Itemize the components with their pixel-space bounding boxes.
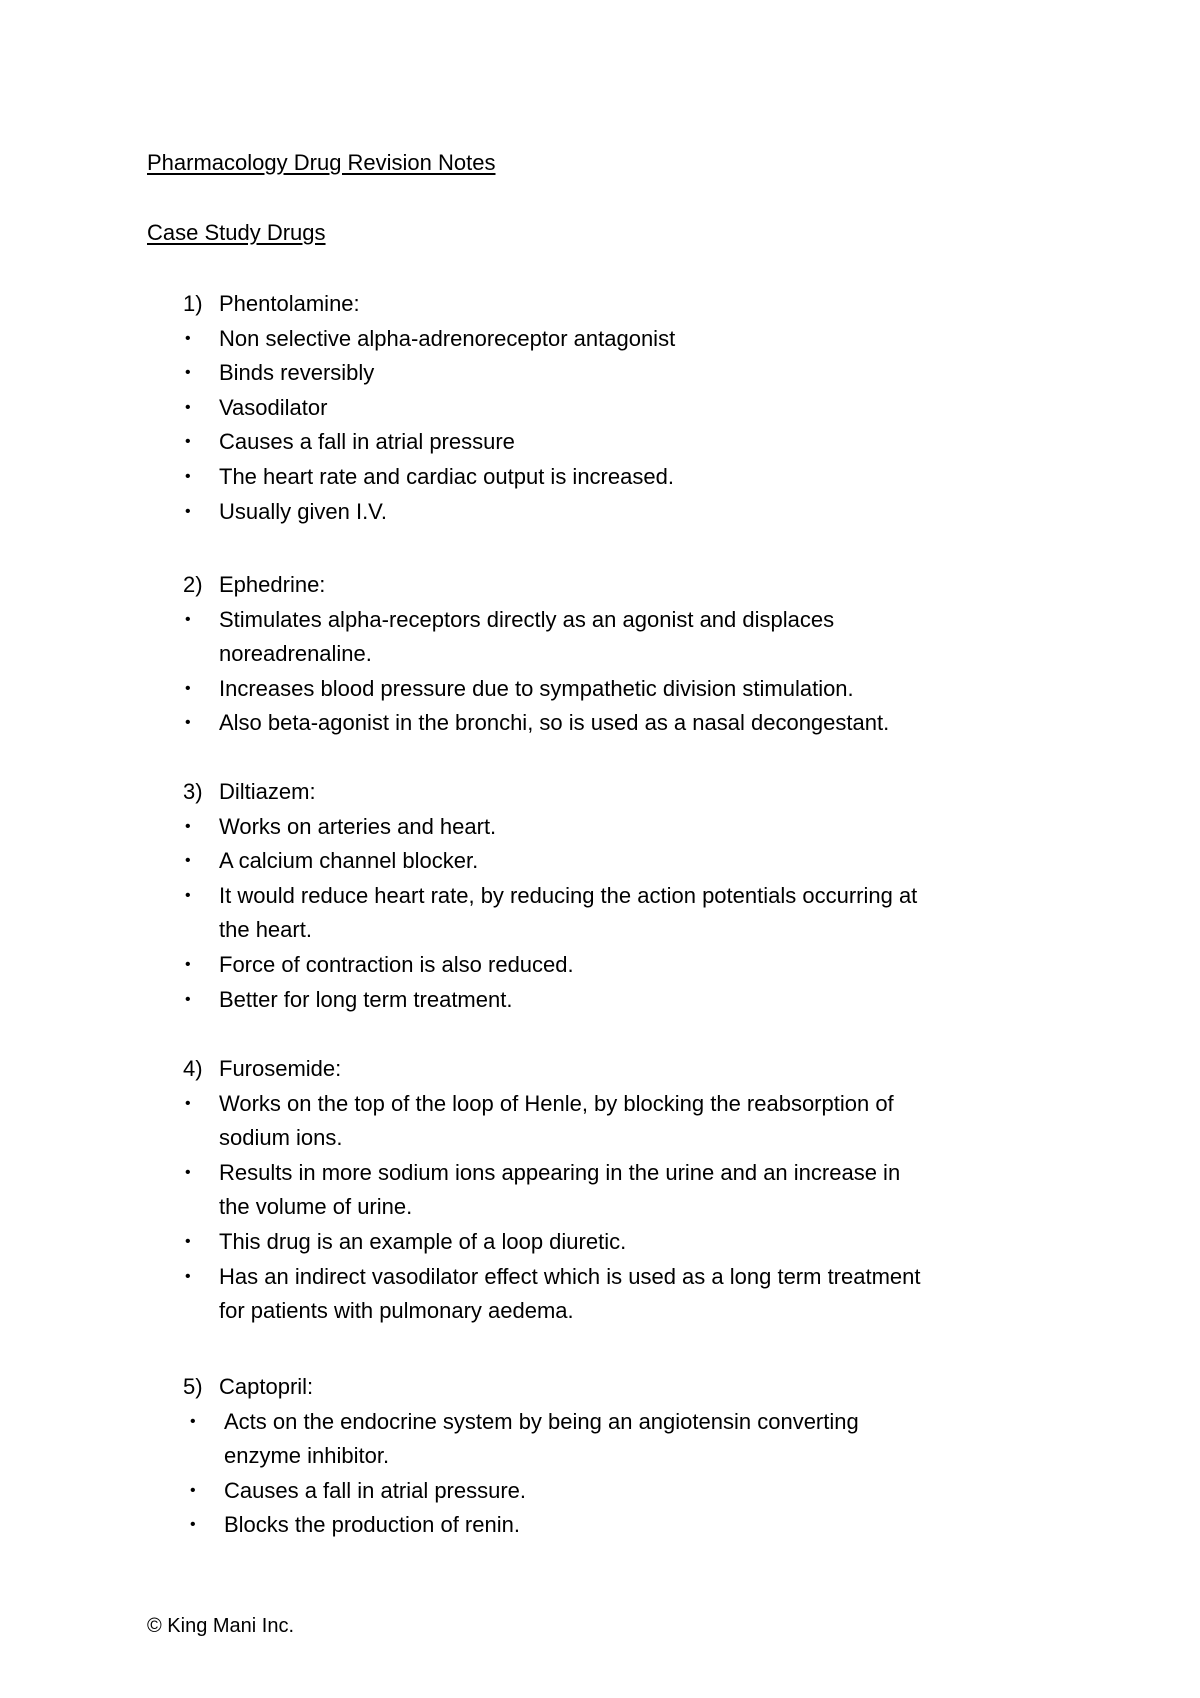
drug-number: 2) xyxy=(183,572,203,597)
drug-name: Furosemide: xyxy=(219,1056,342,1081)
bullet-text: This drug is an example of a loop diuretic. xyxy=(219,1229,627,1254)
bullet-icon: • xyxy=(185,990,191,1008)
drug-number: 3) xyxy=(183,779,203,804)
bullet-icon: • xyxy=(190,1412,196,1430)
bullet-text: the volume of urine. xyxy=(219,1194,413,1220)
bullet-icon: • xyxy=(185,714,191,732)
bullet-text: Works on arteries and heart. xyxy=(219,813,497,839)
drug-name: Phentolamine: xyxy=(219,291,360,316)
bullet-text: Blocks the production of renin. xyxy=(224,1512,520,1538)
bullet-text: The heart rate and cardiac output is increased. xyxy=(219,464,674,489)
bullet-text: Binds reversibly xyxy=(219,360,375,386)
bullet-text: the heart. xyxy=(219,917,312,943)
drug-number: 1) xyxy=(183,291,203,316)
bullet-text: noreadrenaline. xyxy=(219,641,372,667)
bullet-icon: • xyxy=(185,468,191,485)
bullet-text: It would reduce heart rate, by reducing the action potentials occurring at xyxy=(219,882,918,908)
bullet-icon: • xyxy=(185,329,191,347)
bullet-icon: • xyxy=(185,433,191,451)
bullet-icon: • xyxy=(185,610,191,628)
bullet-text: Non selective alpha-adrenoreceptor antagonist xyxy=(219,325,676,351)
bullet-icon: • xyxy=(185,364,191,382)
document-title: Pharmacology Drug Revision Notes xyxy=(147,150,496,175)
bullet-icon: • xyxy=(185,398,191,416)
bullet-text: Acts on the endocrine system by being an angiotensin converting xyxy=(224,1408,859,1434)
bullet-icon: • xyxy=(190,1481,196,1499)
bullet-icon: • xyxy=(185,852,191,870)
bullet-text: A calcium channel blocker. xyxy=(219,848,479,874)
bullet-text: enzyme inhibitor. xyxy=(224,1443,390,1469)
bullet-text: Has an indirect vasodilator effect which is used as a long term treatment xyxy=(219,1263,921,1289)
bullet-text: Usually given I.V. xyxy=(219,498,387,524)
bullet-text: Vasodilator xyxy=(219,394,328,420)
footer-copyright: © King Mani Inc. xyxy=(147,1615,295,1637)
bullet-text: Stimulates alpha-receptors directly as an agonist and displaces xyxy=(219,606,835,632)
bullet-text: Works on the top of the loop of Henle, by blocking the reabsorption of xyxy=(219,1090,894,1116)
drug-number: 4) xyxy=(183,1056,203,1081)
drug-name: Ephedrine: xyxy=(219,572,326,597)
drug-name: Captopril: xyxy=(219,1374,314,1399)
bullet-text: Also beta-agonist in the bronchi, so is used as a nasal decongestant. xyxy=(219,710,890,736)
bullet-icon: • xyxy=(185,1267,191,1285)
bullet-icon: • xyxy=(185,817,191,835)
bullet-text: sodium ions. xyxy=(219,1125,343,1151)
bullet-text: Results in more sodium ions appearing in the urine and an increase in xyxy=(219,1159,901,1185)
bullet-icon: • xyxy=(185,502,191,520)
bullet-icon: • xyxy=(185,679,191,697)
drug-number: 5) xyxy=(183,1374,203,1399)
bullet-icon: • xyxy=(185,886,191,904)
bullet-icon: • xyxy=(185,1233,191,1250)
section-heading: Case Study Drugs xyxy=(147,220,326,245)
bullet-icon: • xyxy=(185,1094,191,1112)
bullet-text: Increases blood pressure due to sympathetic division stimulation. xyxy=(219,675,854,701)
bullet-icon: • xyxy=(190,1516,196,1534)
bullet-icon: • xyxy=(185,956,191,973)
bullet-text: Better for long term treatment. xyxy=(219,986,513,1012)
bullet-text: for patients with pulmonary aedema. xyxy=(219,1298,574,1324)
bullet-text: Causes a fall in atrial pressure. xyxy=(224,1477,527,1503)
bullet-text: Causes a fall in atrial pressure xyxy=(219,429,515,455)
bullet-icon: • xyxy=(185,1163,191,1181)
drug-name: Diltiazem: xyxy=(219,779,316,804)
bullet-text: Force of contraction is also reduced. xyxy=(219,952,574,977)
